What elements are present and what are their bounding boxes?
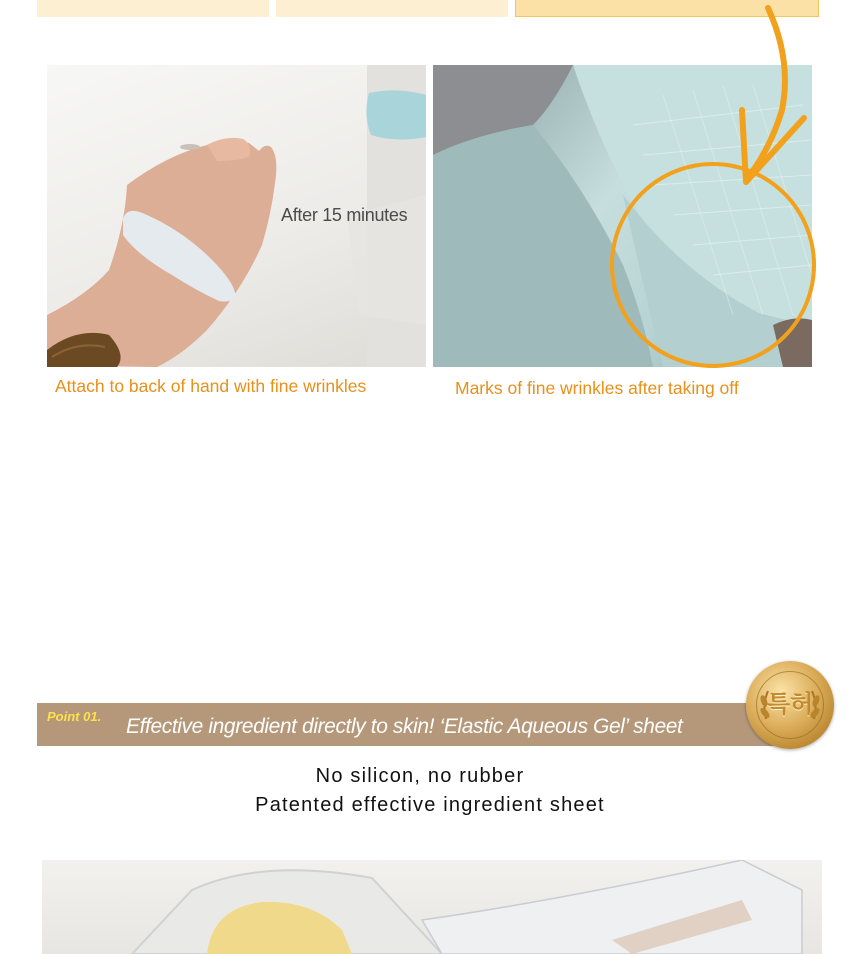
point-banner [37,703,797,746]
subtitle-line-1: No silicon, no rubber [315,765,525,787]
banner-title: Effective ingredient directly to skin! ‘Elastic Aqueous Gel’ sheet [126,715,683,738]
product-illustration [42,860,822,954]
product-sheet-photo [42,860,822,954]
after-time-label: After 15 minutes [281,205,408,225]
highlight-circle [612,164,814,366]
medal-text: 특허 [766,690,814,718]
right-caption: Marks of fine wrinkles after taking off [455,378,739,398]
point-label: Point 01. [47,709,102,724]
patent-medal-icon [746,661,834,749]
left-caption: Attach to back of hand with fine wrinkles [55,376,367,396]
highlight-annotation [0,0,860,420]
arrow-icon [746,8,785,180]
subtitle-line-2: Patented effective ingredient sheet [255,794,605,816]
